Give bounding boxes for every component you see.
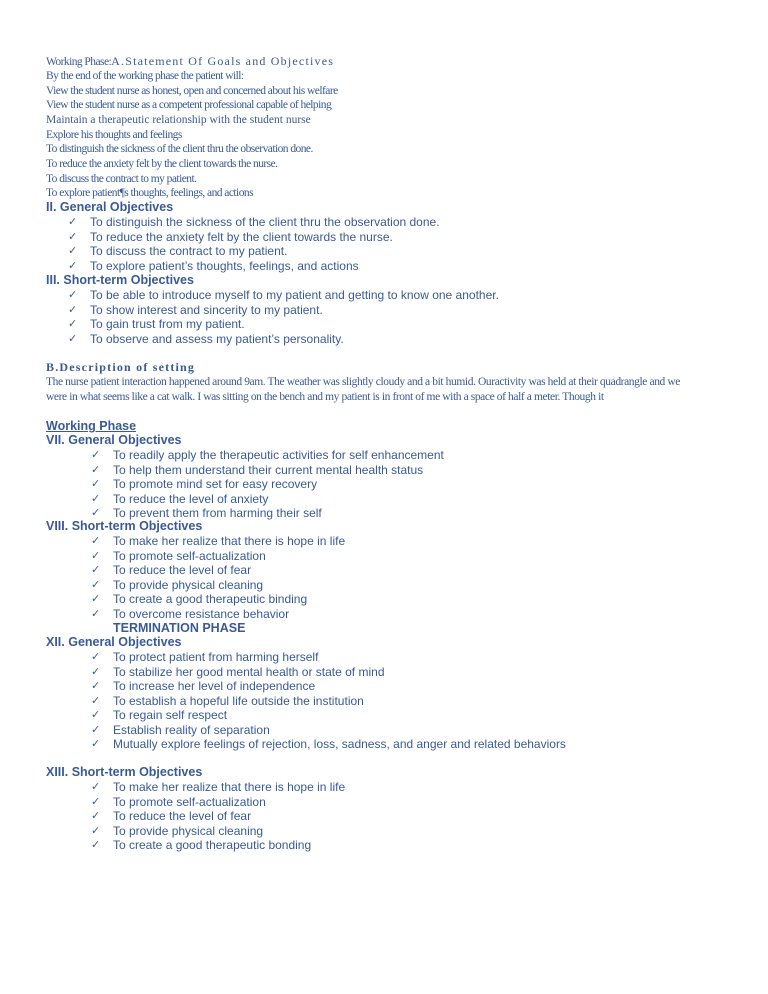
section-viii-list [91,534,346,621]
list-item: ✓ To reduce the anxiety felt by the client towards the nurse. [68,229,393,244]
list-item: ✓ To provide physical cleaning [91,577,264,592]
list-item: ✓ To protect patient from harming herself [91,650,319,664]
section-vii-list [91,448,444,521]
check-mark-icon: ✓ [68,258,78,272]
check-mark-icon: ✓ [91,737,101,750]
list-item: ✓ To help them understand their current mental health status [91,462,424,477]
list-item: ✓ To regain self respect [91,708,228,722]
check-mark-icon: ✓ [68,229,78,243]
list-item: ✓ To make her realize that there is hope in life [91,780,346,794]
list-item: ✓ To overcome resistance behavior [91,606,290,621]
check-mark-icon: ✓ [68,302,78,316]
check-mark-icon: ✓ [68,317,78,330]
description-heading: B.Description of setting [46,360,196,374]
list-item: ✓ To make her realize that there is hope in life [91,534,346,548]
list-item: ✓ To promote self-actualization [91,794,266,809]
check-mark-icon: ✓ [91,722,101,736]
check-mark-icon: ✓ [91,491,101,505]
list-item: ✓ To create a good therapeutic bonding [91,838,312,852]
check-mark-icon: ✓ [91,506,101,519]
termination-phase-title: TERMINATION PHASE [113,621,246,635]
section-xiii-heading: XIII. Short-term Objectives [46,765,203,779]
list-item: ✓ To gain trust from my patient. [68,317,245,331]
check-mark-icon: ✓ [91,708,101,721]
goal-line: To distinguish the sickness of the client thru the observation done. [46,143,313,155]
check-mark-icon: ✓ [91,650,101,663]
check-mark-icon: ✓ [91,809,101,822]
goal-line: By the end of the working phase the patient will: [46,70,244,82]
check-mark-icon: ✓ [91,838,101,851]
list-item: ✓ To reduce the level of fear [91,809,252,823]
list-item: ✓ To stabilize her good mental health or state of mind [91,664,385,679]
list-item: ✓ To prevent them from harming their self [91,506,322,520]
list-item: ✓ To establish a hopeful life outside the institution [91,693,364,708]
list-item: ✓ To show interest and sincerity to my patient. [68,302,323,317]
working-phase-a-title-prefix: Working Phase: [46,56,112,68]
list-item: ✓ To provide physical cleaning [91,823,264,838]
check-mark-icon: ✓ [68,331,78,345]
list-item: ✓ To readily apply the therapeutic activities for self enhancement [91,448,444,462]
list-item: ✓ To reduce the level of anxiety [91,491,269,506]
list-item: ✓ To observe and assess my patient’s personality. [68,331,344,346]
list-item: ✓ Mutually explore feelings of rejection, loss, sadness, and anger and related behaviors [91,737,566,751]
goal-line: Explore his thoughts and feelings [46,129,182,141]
check-mark-icon: ✓ [91,823,101,837]
goal-line: To discuss the contract to my patient. [46,173,197,185]
check-mark-icon: ✓ [91,477,101,490]
section-xii-list [91,650,566,752]
list-item: ✓ To reduce the level of fear [91,563,252,577]
goal-line: Maintain a therapeutic relationship with the student nurse [46,114,311,126]
list-item: ✓ Establish reality of separation [91,722,270,737]
check-mark-icon: ✓ [68,244,78,257]
check-mark-icon: ✓ [91,577,101,591]
working-phase-a-title [46,54,334,70]
section-viii-heading: VIII. Short-term Objectives [46,519,203,533]
goal-line: View the student nurse as honest, open and concerned about his welfare [46,85,338,97]
list-item: ✓ To discuss the contract to my patient. [68,244,288,258]
list-item: ✓ To distinguish the sickness of the client thru the observation done. [68,215,440,229]
check-mark-icon: ✓ [91,780,101,793]
check-mark-icon: ✓ [91,462,101,476]
list-item: ✓ To explore patient’s thoughts, feelings, and actions [68,258,359,273]
list-item: ✓ To be able to introduce myself to my patient and getting to know one another. [68,288,499,302]
list-item: ✓ To promote self-actualization [91,548,266,563]
check-mark-icon: ✓ [68,288,78,301]
check-mark-icon: ✓ [91,693,101,707]
goal-line: View the student nurse as a competent professional capable of helping [46,99,332,111]
check-mark-icon: ✓ [91,563,101,576]
check-mark-icon: ✓ [91,679,101,692]
section-vii-heading: VII. General Objectives [46,433,182,447]
check-mark-icon: ✓ [91,534,101,547]
section-iii-list [68,288,499,346]
list-item: ✓ To create a good therapeutic binding [91,592,308,606]
check-mark-icon: ✓ [91,606,101,620]
description-text: The nurse patient interaction happened around 9am. The weather was slightly cloudy and a bit humid. Ouractivity was held at their quadrangle and we were in what seems like a cat walk. I was sitting on the bench and my patient is in front of me with a space of half a meter. Though it [46,376,680,403]
section-xiii-list [91,780,346,853]
section-xii-heading: XII. General Objectives [46,635,182,649]
list-item: ✓ To promote mind set for easy recovery [91,477,318,491]
check-mark-icon: ✓ [91,448,101,461]
check-mark-icon: ✓ [91,548,101,562]
section-ii-list [68,215,440,273]
section-ii-heading: II. General Objectives [46,200,174,214]
check-mark-icon: ✓ [68,215,78,228]
check-mark-icon: ✓ [91,592,101,605]
check-mark-icon: ✓ [91,794,101,808]
working-phase-a-title-rest: A.Statement Of Goals and Objectives [111,54,335,68]
goal-line: To reduce the anxiety felt by the client towards the nurse. [46,158,278,170]
check-mark-icon: ✓ [91,664,101,678]
working-phase-title: Working Phase [46,419,137,433]
list-item: ✓ To increase her level of independence [91,679,316,693]
goal-line: To explore patient¶s thoughts, feelings, and actions [46,187,254,199]
section-iii-heading: III. Short-term Objectives [46,273,194,287]
